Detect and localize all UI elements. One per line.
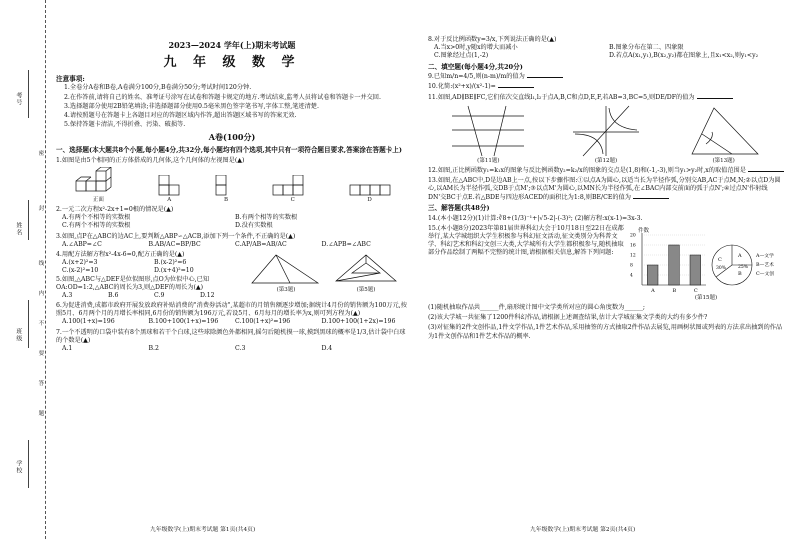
binding-line bbox=[28, 200, 29, 240]
option-a[interactable]: A.(x+2)²=3 bbox=[62, 259, 98, 267]
notes-heading: 注意事项: bbox=[56, 74, 85, 83]
option-d[interactable]: D.若点A(x₁,y₁),B(x₂,y₂)都在图象上,且x₁<x₂,则y₁<y₂ bbox=[609, 52, 759, 60]
option-a[interactable]: A.100(1+x)=196 bbox=[62, 318, 115, 326]
question-1 bbox=[56, 157, 408, 204]
q15-sub-2: (2)该大学城一共征集了1200件科幻作品,请根据上述调查结果,估计大学城征集文学类的大约有多少件? bbox=[428, 314, 708, 322]
pie-label-a: A bbox=[738, 252, 742, 259]
question-7 bbox=[56, 329, 408, 354]
binding-strip bbox=[0, 0, 46, 539]
pie-label-c: C bbox=[718, 256, 722, 263]
option-b[interactable]: B.AB/AC=BP/BC bbox=[148, 240, 201, 248]
cut-mark: 密 bbox=[37, 150, 44, 157]
exam-title: 2023—2024 学年(上)期末考试题 bbox=[168, 40, 296, 50]
question-4-5-block bbox=[56, 251, 408, 300]
q15-sub-1: (1)随机抽取作品共______件,扇形统计图中文学类所对应的圆心角度数为______; bbox=[428, 303, 646, 311]
class-label: 班级 bbox=[14, 328, 22, 342]
bar-category-label: A bbox=[651, 287, 655, 294]
option-c[interactable]: C.100(1+x)²=196 bbox=[235, 318, 291, 326]
bar-c bbox=[690, 255, 701, 285]
bar-tick-label: 12 bbox=[630, 253, 636, 259]
legend-a: A—文学 bbox=[756, 253, 774, 259]
options bbox=[56, 345, 408, 353]
bar-category-label: B bbox=[672, 287, 677, 294]
question-text: 4.用配方法解方程x²-4x-6=0,配方正确的是(▲) bbox=[56, 250, 185, 258]
option-b[interactable]: B.有两个相等的实数根 bbox=[235, 214, 298, 222]
pie-pct-b: 25% bbox=[738, 264, 749, 270]
q1-option-c[interactable] bbox=[271, 175, 315, 204]
question-13 bbox=[428, 177, 784, 202]
option-letter: C bbox=[290, 196, 295, 203]
section-a-title: A卷(100分) bbox=[208, 132, 256, 143]
option-c[interactable]: C.AP/AB=AB/AC bbox=[235, 240, 287, 248]
question-text: 3.如图,点P在△ABC的边AC上,要判断△ABP∽△ACB,添加下列一个条件,不正确的是(▲) bbox=[56, 232, 296, 240]
question-9 bbox=[428, 73, 784, 81]
note-item: 4.请按照题号在答题卡上各题目对应的答题区域内作答,超出答题区域书写的答案无效. bbox=[64, 111, 297, 119]
question-text: 11.如图,AD∥BE∥FC,它们依次交直线l₁,l₂于点A,B,C和点D,E,F,若AB=3,BC=5,则DE/DF的值为 bbox=[428, 93, 695, 101]
cut-mark: 要 bbox=[37, 350, 44, 357]
options bbox=[428, 44, 784, 60]
fig-caption: (第12题) bbox=[594, 157, 618, 164]
q1-option-a[interactable] bbox=[157, 175, 181, 204]
question-text: 8.对于反比例函数y=3/x,下列说法正确的是(▲) bbox=[428, 36, 557, 43]
pie-label-b: B bbox=[738, 270, 742, 277]
option-c[interactable]: C.3 bbox=[235, 345, 246, 353]
option-b[interactable]: B.(x-2)²=6 bbox=[154, 259, 187, 267]
answer-blank[interactable] bbox=[633, 198, 669, 199]
option-d[interactable]: D.(x+4)²=10 bbox=[154, 267, 194, 275]
school-label: 学校 bbox=[14, 460, 22, 474]
question-15 bbox=[428, 225, 784, 302]
q15-sub-3: (3)对征集的2件文创作品,1件文学作品,1件艺术作品,采用抽签的方式抽取2件作品去展览,用画树状图或列表的方法求出抽到的作品为1件文创作品和1件艺术作品的概率. bbox=[428, 324, 783, 340]
question-10 bbox=[428, 83, 784, 91]
legend-c: C—文创 bbox=[756, 271, 775, 277]
fig-q3 bbox=[246, 251, 326, 300]
option-a[interactable]: A.1 bbox=[62, 345, 73, 353]
question-11 bbox=[428, 94, 784, 102]
q1-solid-figure bbox=[72, 167, 124, 204]
mc-heading: 一、选择题(本大题共8个小题,每小题4分,共32分,每小题均有四个选项,其中只有一项符合题目要求,答案涂在答题卡上) bbox=[56, 145, 402, 154]
fig-caption: (第13题) bbox=[712, 157, 735, 164]
option-d[interactable]: D.4 bbox=[321, 345, 333, 353]
answer-blank[interactable] bbox=[697, 98, 733, 99]
bar-tick-label: 20 bbox=[630, 233, 636, 239]
option-b[interactable]: B.图象分布在第二、四象限 bbox=[609, 44, 684, 52]
question-12 bbox=[428, 167, 784, 175]
subject-title: 九 年 级 数 学 bbox=[163, 54, 301, 70]
cut-mark: 题 bbox=[37, 410, 44, 417]
options bbox=[56, 292, 246, 300]
options bbox=[56, 259, 246, 275]
cut-mark: 不 bbox=[37, 320, 44, 327]
q1-option-b[interactable] bbox=[214, 175, 238, 204]
option-d[interactable]: D.∠APB=∠ABC bbox=[321, 240, 371, 248]
fig-q5 bbox=[326, 251, 406, 300]
option-a[interactable]: A.有两个不相等的实数根 bbox=[62, 214, 131, 222]
fig-caption: (第5题) bbox=[356, 286, 376, 293]
cut-mark: 答 bbox=[37, 380, 44, 387]
note-item: 2.在作答前,请将自己的姓名、准考证号涂写在试卷和答题卡规定的地方.考试结束,监考人员将试卷和答题卡一并交回. bbox=[64, 93, 381, 101]
page-two bbox=[428, 34, 784, 516]
bar-chart-ylabel: 件数 bbox=[638, 227, 650, 234]
bar-b bbox=[669, 245, 680, 285]
question-text: 10.化简:(x²+x)/(x²-1)= bbox=[428, 83, 496, 91]
front-label: 正面 bbox=[92, 196, 104, 203]
option-d[interactable]: D.12 bbox=[200, 291, 215, 299]
bar-category-label: C bbox=[693, 287, 698, 294]
option-c[interactable]: C.有两个不相等的实数根 bbox=[62, 222, 131, 230]
bar-tick-label: 16 bbox=[630, 243, 636, 249]
fig-q13 bbox=[684, 104, 764, 165]
question-text: 7.一个不透明的口袋中装有8个黑球和若干个白球,这些球除颜色外都相同,摇匀后随机摸一球,摸到黑球的概率是1/3,估计袋中白球的个数是(▲) bbox=[56, 328, 406, 344]
options bbox=[56, 318, 408, 326]
bar-chart bbox=[628, 225, 708, 295]
question-8 bbox=[428, 36, 784, 61]
page-one bbox=[56, 40, 408, 522]
legend-b: B—艺术 bbox=[756, 262, 774, 268]
option-letter: D bbox=[367, 196, 372, 203]
option-d[interactable]: D.没有实数根 bbox=[235, 222, 273, 230]
footer-page-2: 九年级数学(上)期末考试题 第2页(共4页) bbox=[530, 527, 636, 534]
option-d[interactable]: D.100+100(1+2x)=196 bbox=[321, 318, 396, 326]
name-label: 姓名 bbox=[14, 222, 22, 236]
binding-line bbox=[28, 70, 29, 118]
binding-line bbox=[28, 300, 29, 348]
option-c[interactable]: C.图象经过点(1,-2) bbox=[434, 52, 489, 60]
answer-blank[interactable] bbox=[748, 171, 784, 172]
fig-caption: (第15题) bbox=[694, 294, 718, 301]
fill-heading: 二、填空题(每小题4分,共20分) bbox=[428, 62, 523, 71]
option-b[interactable]: B.6 bbox=[108, 291, 119, 299]
q1-option-d[interactable] bbox=[348, 175, 392, 204]
answer-blank[interactable] bbox=[498, 87, 534, 88]
question-3 bbox=[56, 233, 408, 249]
option-letter: B bbox=[223, 196, 228, 203]
question-text: 13.如图,在△ABC中,D是边AB上一点,按以下步骤作图:①以点A为圆心,以适当长为半径作弧,分别交AB,AC于点M,N;②以点D为圆心,以AM长为半径作弧,交DB于点M';③以点M'为圆心,以MN长为半径作弧,在∠BAC内部交前面的弧于点N';④过点N'作射线DN'交BC于点E.若△BDE与四边形ACED的面积比为1:8,则BE/CE的值为 bbox=[428, 177, 781, 201]
question-text: 2.一元二次方程x²-2x+1=0根的情况是(▲) bbox=[56, 206, 174, 214]
option-letter: A bbox=[167, 196, 172, 203]
question-2 bbox=[56, 206, 408, 231]
options bbox=[56, 241, 408, 249]
question-14: 14.(本小题12分)(1)计算:∛8+(1/3)⁻¹+|√5-2|-(-3)²; (2)解方程:x(x-1)=3x-3. bbox=[428, 214, 643, 222]
question-6 bbox=[56, 302, 408, 327]
fig-caption: (第3题) bbox=[276, 286, 296, 293]
option-b[interactable]: B.2 bbox=[148, 345, 159, 353]
notes-block bbox=[56, 75, 408, 130]
note-item: 3.选择题部分使用2B铅笔填涂;非选择题部分使用0.5毫米黑色签字笔书写,字体工整,笔迹清楚. bbox=[64, 102, 319, 110]
cut-mark: 线 bbox=[37, 260, 44, 267]
question-text: 12.如图,正比例函数y₁=k₁x的图象与反比例函数y₂=k₂/x的图象的交点是(1,8)和(-1,-3),则当y₁>y₂时,x的取值范围是 bbox=[428, 167, 746, 175]
cut-mark: 内 bbox=[37, 290, 44, 297]
bar-tick-label: 8 bbox=[630, 263, 633, 269]
fig-q12 bbox=[569, 104, 643, 165]
bar-a bbox=[647, 265, 658, 285]
figures-11-13 bbox=[428, 104, 784, 165]
question-text: 6.为促进消费,成都市政府开展发放政府补贴消费的"消费券活动",某超市的月销售额逐步增加;据统计4月份的销售额为100万元,按照5月、6月两个月的月增长率相同,6月份的销售额为196万元,若设5月、6月每月的增长率为x,则可列方程为(▲) bbox=[56, 302, 407, 318]
q1-figures bbox=[56, 167, 408, 204]
pie-pct-c: 30% bbox=[716, 265, 727, 271]
options bbox=[56, 214, 408, 230]
option-a[interactable]: A.当x>0时,y随x的增大而减小 bbox=[434, 44, 518, 52]
exam-number-label: 考号 bbox=[14, 92, 22, 106]
binding-line bbox=[28, 440, 29, 488]
solve-heading: 三、解答题(共48分) bbox=[428, 203, 490, 212]
pie-chart bbox=[708, 235, 780, 295]
question-text: 1.如图是由5个相同的正方体搭成的几何体,这个几何体的左视图是(▲) bbox=[56, 156, 245, 164]
fig-q15 bbox=[628, 225, 784, 302]
option-c[interactable]: C.(x-2)²=10 bbox=[62, 267, 99, 275]
fig-caption: (第11题) bbox=[477, 157, 500, 164]
bar-tick-label: 4 bbox=[630, 273, 633, 279]
question-5-text: 5.如图,△ABC与△DEF是位似图形,点O为位似中心,已知OA:OD=1:2,△ABC的周长为3,则△DEF的周长为(▲) bbox=[56, 275, 210, 291]
question-15-text: 15.(本小题8分)2023年第81届世界科幻大会于10月18日至22日在成都举行,某大学城组织大学生积极参与科幻征文活动,征文类别分为科普文学、科幻艺术和科幻文创三大类,大学城所有大学生都积极参与,随机抽取部分作品绘制了两幅不完整的统计图,请根据相关信息,解答下列问题: bbox=[428, 224, 624, 257]
cut-mark: 封 bbox=[37, 205, 44, 212]
note-item: 1.全卷分A卷和B卷,A卷满分100分,B卷满分50分;考试时间120分钟. bbox=[64, 84, 252, 92]
option-c[interactable]: C.9 bbox=[154, 291, 165, 299]
note-item: 5.保持答题卡清洁,不得折叠、污染、破损等. bbox=[64, 121, 186, 129]
footer-page-1: 九年级数学(上)期末考试题 第1页(共4页) bbox=[150, 527, 256, 534]
fig-q11 bbox=[448, 104, 528, 165]
option-a[interactable]: A.3 bbox=[62, 291, 73, 299]
question-text: 9.已知m/n=4/5,则(n-m)/m的值为 bbox=[428, 73, 525, 81]
question-4 bbox=[56, 251, 246, 300]
option-a[interactable]: A.∠ABP=∠C bbox=[62, 240, 102, 248]
answer-blank[interactable] bbox=[527, 77, 563, 78]
option-b[interactable]: B.100+100(1+x)=196 bbox=[148, 318, 219, 326]
